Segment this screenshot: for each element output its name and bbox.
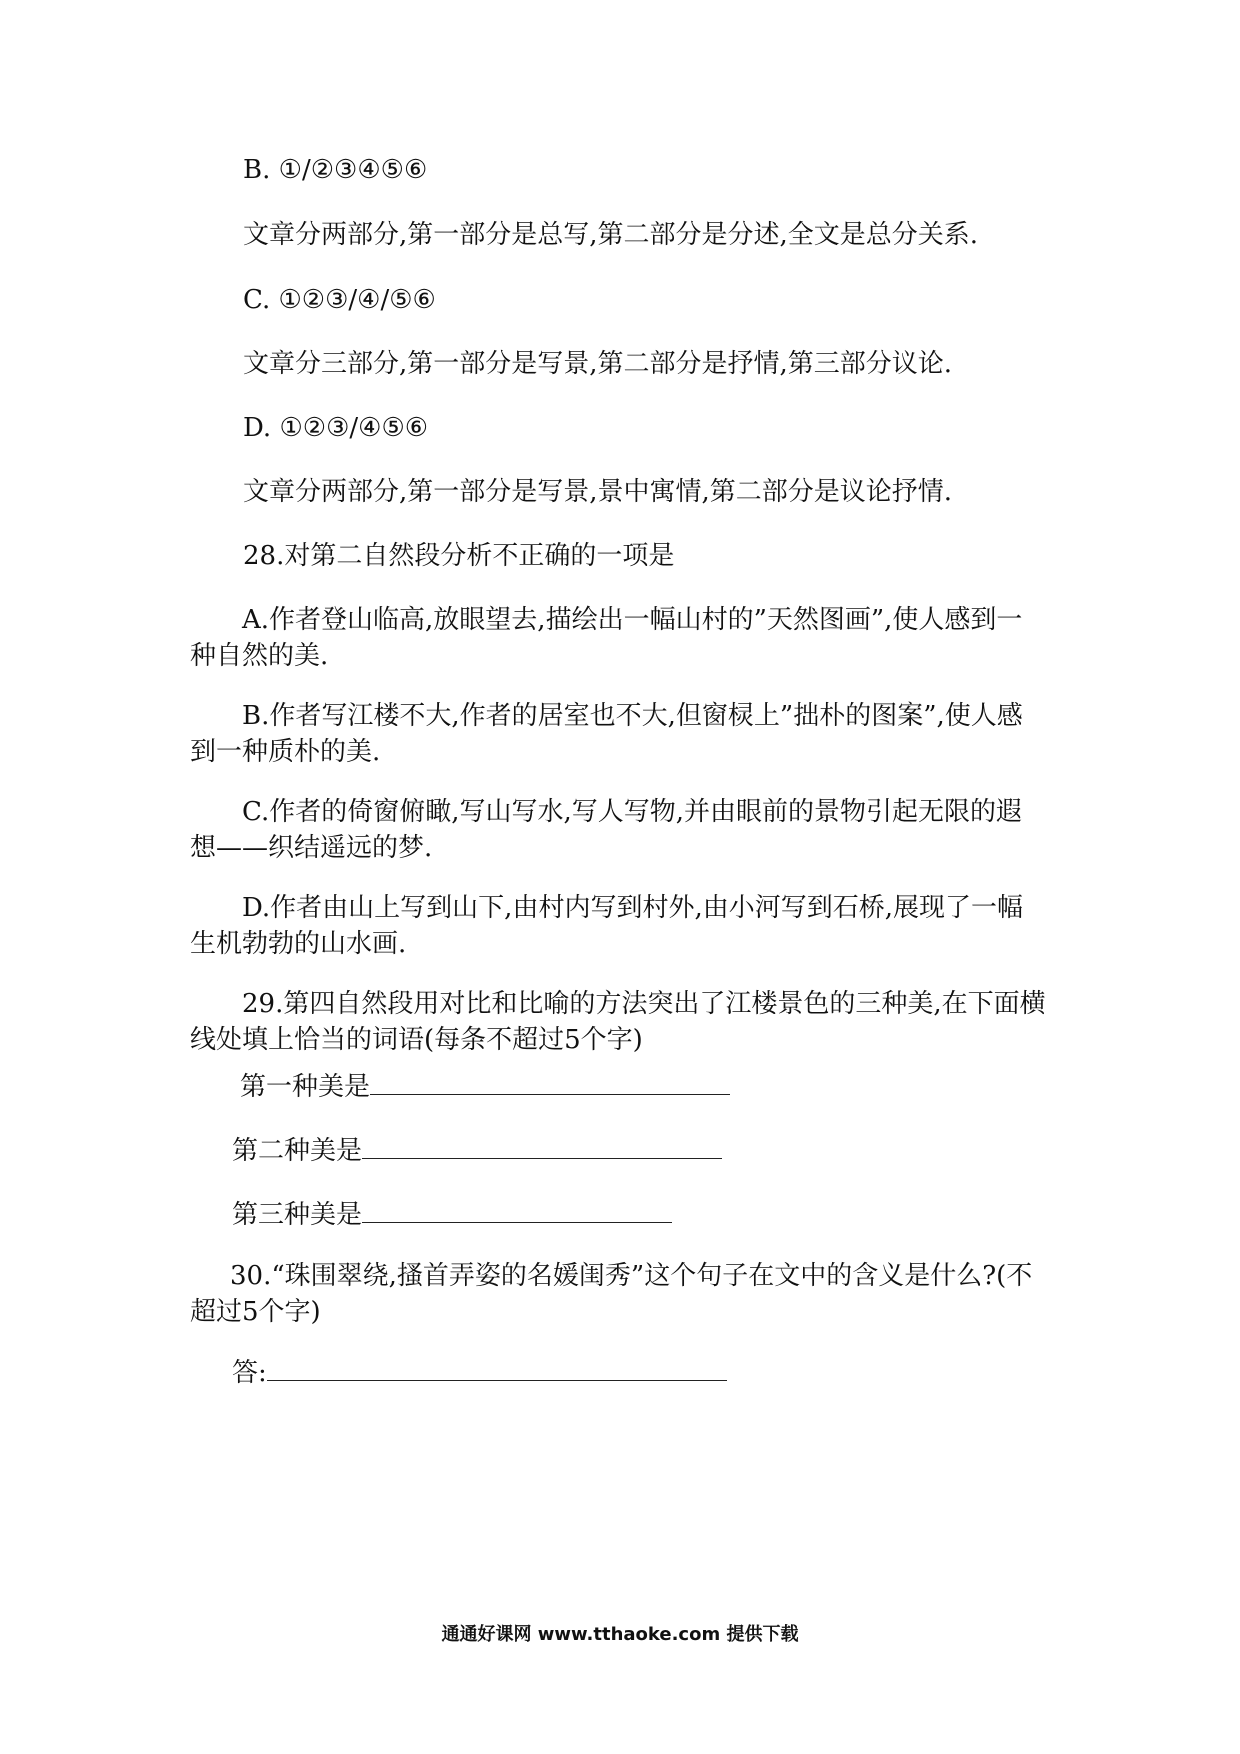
question-28-option-c: C.作者的倚窗俯瞰,写山写水,写人写物,并由眼前的景物引起无限的遐想——织结遥远的梦. bbox=[190, 797, 1023, 863]
option-d-text: 文章分两部分,第一部分是写景,景中寓情,第二部分是议论抒情. bbox=[243, 477, 953, 507]
q30-answer-label: 答: bbox=[232, 1358, 267, 1388]
q29-second-blank[interactable] bbox=[362, 1134, 722, 1159]
q30-answer-row bbox=[232, 1356, 727, 1388]
q29-third-blank[interactable] bbox=[362, 1198, 672, 1223]
q29-third-row bbox=[232, 1198, 672, 1230]
q29-second-label: 第二种美是 bbox=[232, 1136, 363, 1166]
question-28-option-a: A.作者登山临高,放眼望去,描绘出一幅山村的”天然图画”,使人感到一种自然的美. bbox=[190, 605, 1023, 671]
q29-first-row bbox=[240, 1070, 730, 1102]
page-footer: 通通好课网 www.tthaoke.com 提供下载 bbox=[441, 1624, 799, 1645]
q29-second-row bbox=[232, 1134, 722, 1166]
q30-answer-blank[interactable] bbox=[267, 1356, 727, 1381]
option-b-text: 文章分两部分,第一部分是总写,第二部分是分述,全文是总分关系. bbox=[243, 220, 979, 250]
question-30-stem: 30.“珠围翠绕,搔首弄姿的名媛闺秀”这个句子在文中的含义是什么?(不超过5个字) bbox=[190, 1261, 1033, 1327]
option-b-label: B. ①/②③④⑤⑥ bbox=[243, 155, 428, 185]
q29-first-blank[interactable] bbox=[370, 1070, 730, 1095]
question-28-stem: 28.对第二自然段分析不正确的一项是 bbox=[243, 541, 675, 571]
option-d-label: D. ①②③/④⑤⑥ bbox=[243, 413, 429, 443]
question-29-stem: 29.第四自然段用对比和比喻的方法突出了江楼景色的三种美,在下面横线处填上恰当的词语(每条不超过5个字) bbox=[190, 989, 1046, 1055]
option-c-label: C. ①②③/④/⑤⑥ bbox=[243, 285, 436, 315]
question-28-option-b: B.作者写江楼不大,作者的居室也不大,但窗棂上”拙朴的图案”,使人感到一种质朴的美. bbox=[190, 701, 1023, 767]
q29-first-label: 第一种美是 bbox=[240, 1072, 371, 1102]
option-c-text: 文章分三部分,第一部分是写景,第二部分是抒情,第三部分议论. bbox=[243, 349, 953, 379]
question-28-option-d: D.作者由山上写到山下,由村内写到村外,由小河写到石桥,展现了一幅生机勃勃的山水画. bbox=[190, 893, 1023, 959]
q29-third-label: 第三种美是 bbox=[232, 1200, 363, 1230]
